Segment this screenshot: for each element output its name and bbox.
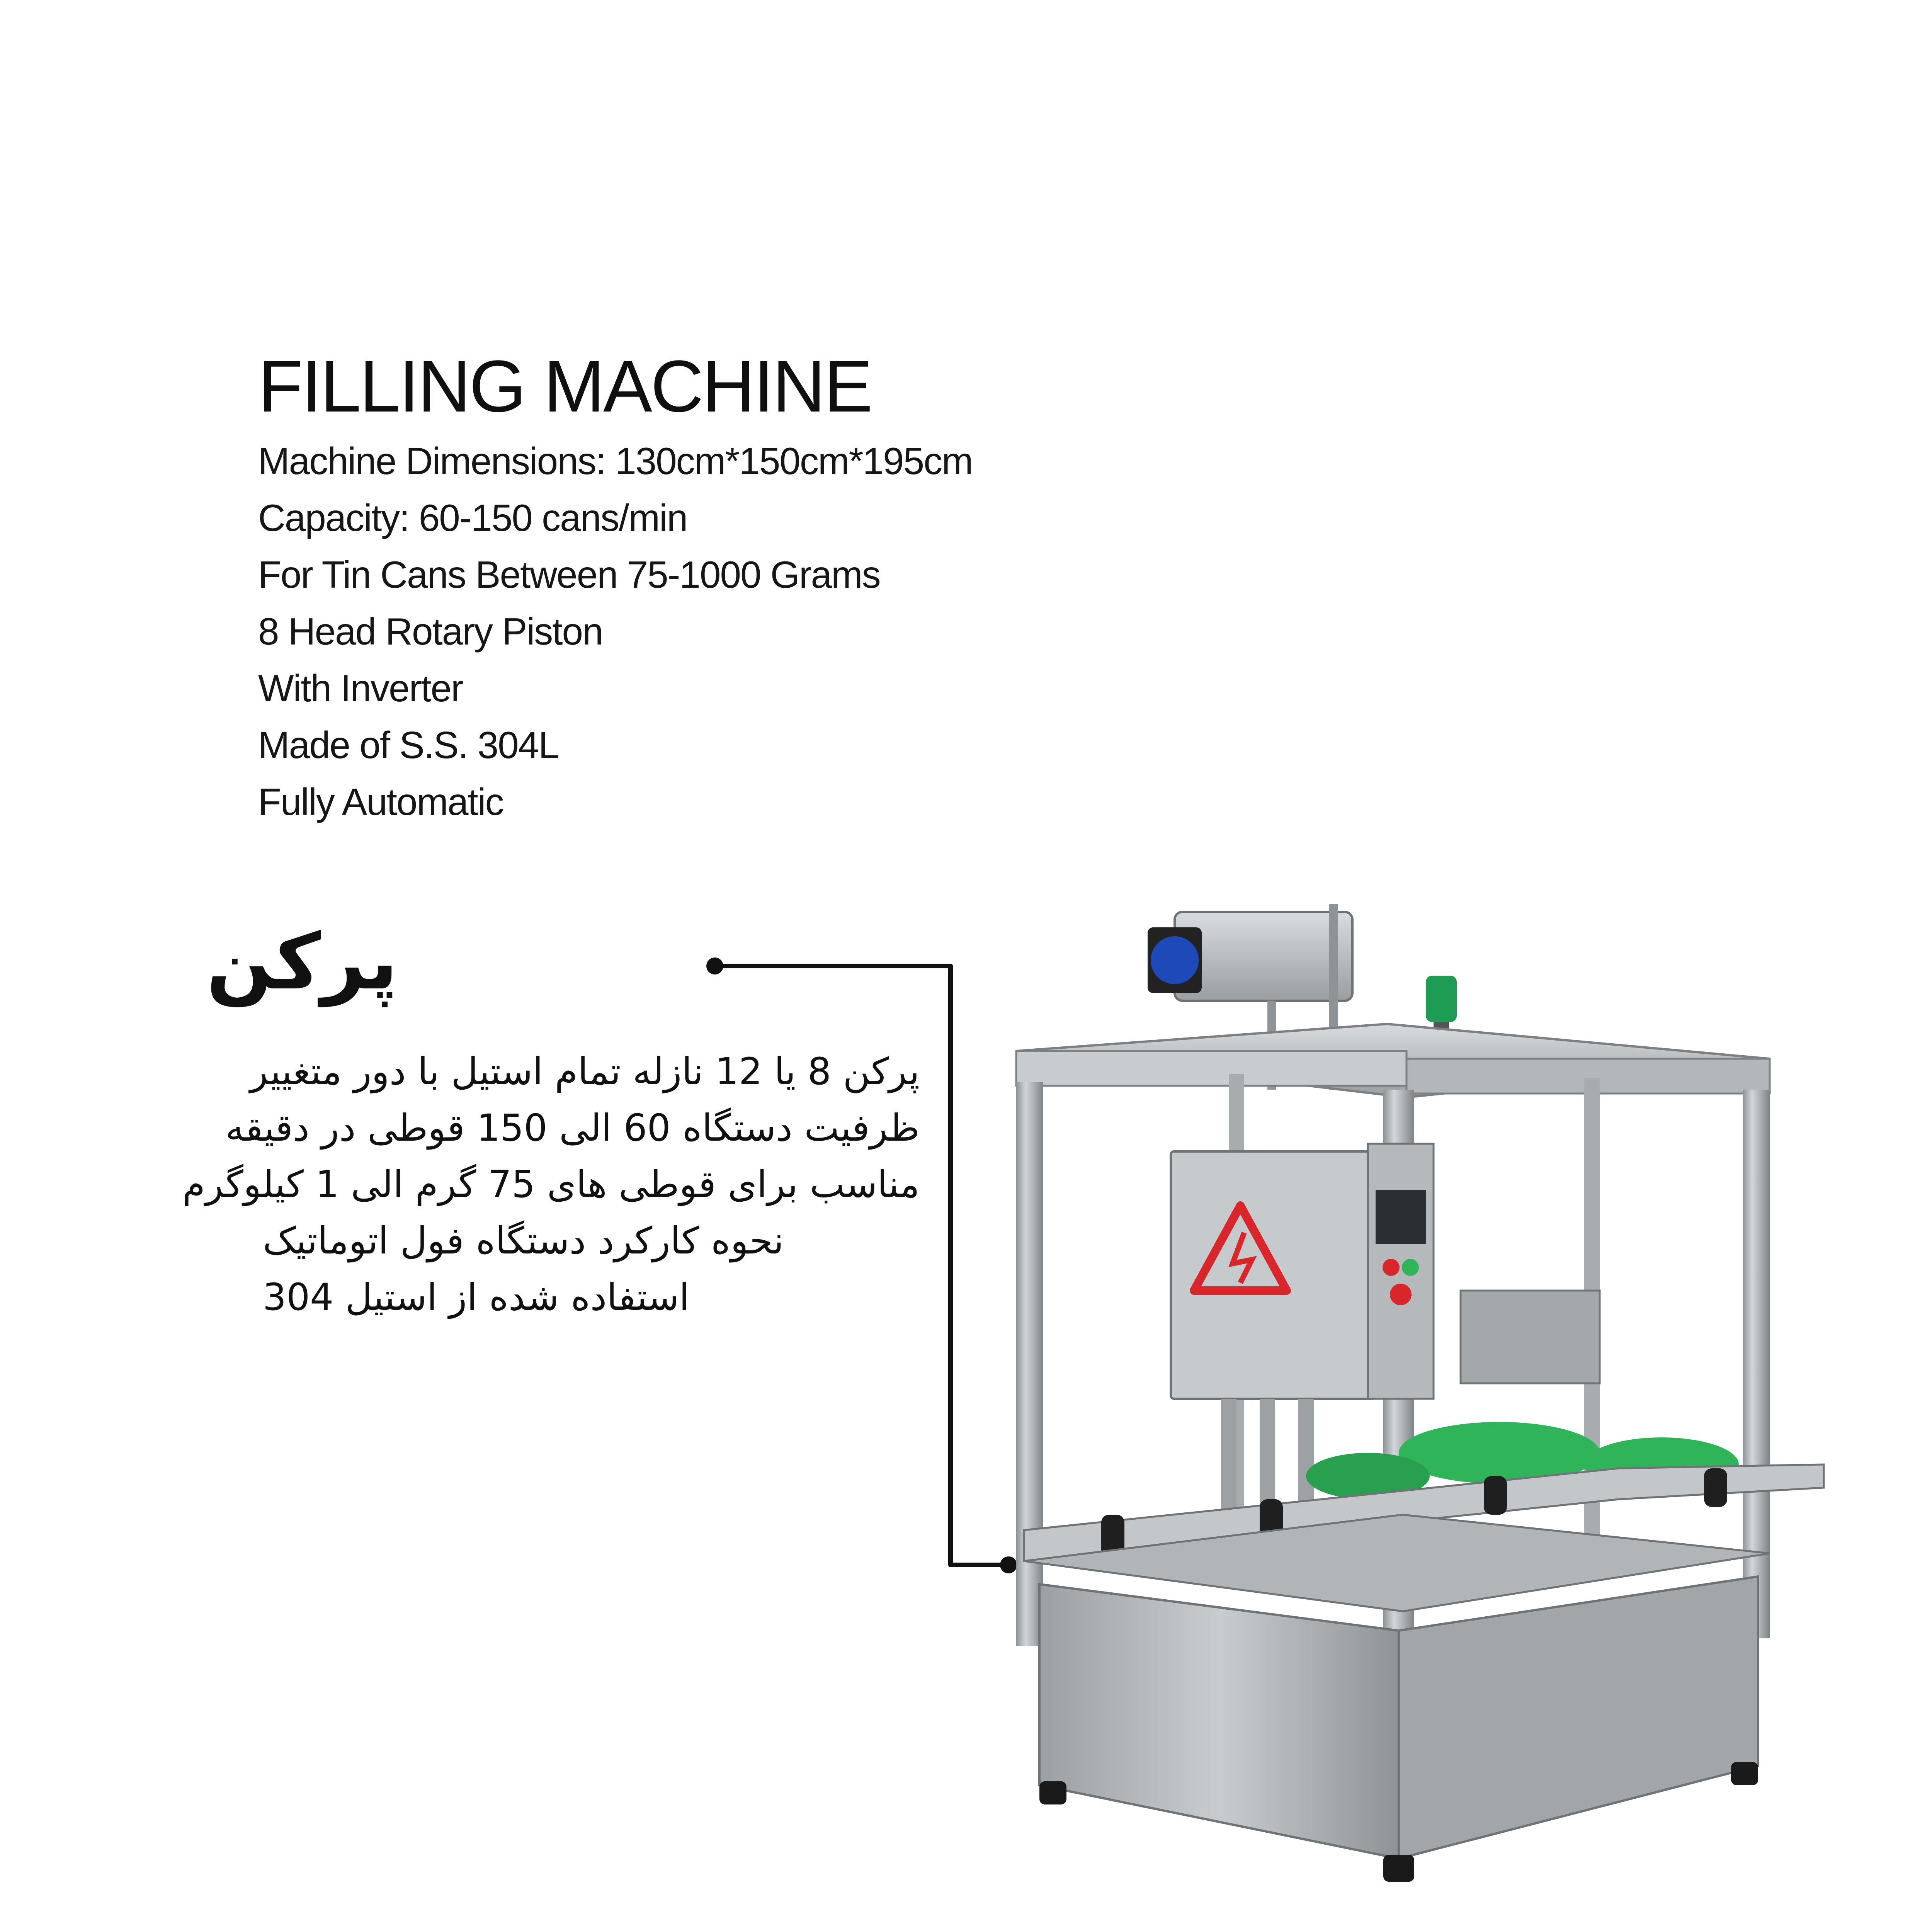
spec-list [258, 433, 973, 830]
persian-line: مناسب برای قوطی های 75 گرم الی 1 کیلوگرم [182, 1163, 920, 1206]
persian-line: نحوه کارکرد دستگاه فول اتوماتیک [263, 1219, 784, 1262]
leader-line [703, 954, 1020, 1588]
spec-automation: Fully Automatic [258, 781, 503, 823]
persian-line: استفاده شده از استیل 304 [263, 1276, 690, 1319]
spec-material: Made of S.S. 304L [258, 724, 559, 766]
spec-inverter: With Inverter [258, 667, 463, 709]
page-title: FILLING MACHINE [258, 345, 871, 427]
spec-heads: 8 Head Rotary Piston [258, 610, 603, 653]
filling-machine-image [981, 896, 1839, 1932]
persian-title: پرکن [206, 917, 398, 1007]
spec-dimensions: Machine Dimensions: 130cm*150cm*195cm [258, 440, 973, 482]
persian-line: پرکن 8 یا 12 نازله تمام استیل با دور متغییر [250, 1050, 920, 1093]
spec-can-range: For Tin Cans Between 75-1000 Grams [258, 553, 880, 596]
spec-capacity: Capacity: 60-150 cans/min [258, 497, 687, 539]
persian-line: ظرفیت دستگاه 60 الی 150 قوطی در دقیقه [225, 1106, 920, 1150]
